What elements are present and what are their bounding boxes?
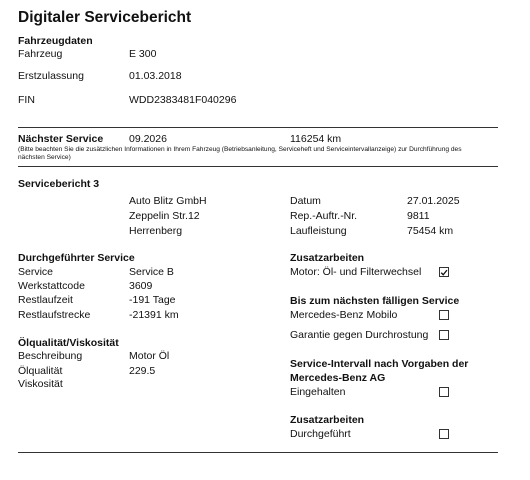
eingehalten-label: Eingehalten bbox=[290, 386, 346, 398]
intervall-heading-line2: Mercedes-Benz AG bbox=[290, 372, 386, 384]
zusatzarbeiten-2-heading: Zusatzarbeiten bbox=[290, 414, 365, 426]
dealer-street: Zeppelin Str.12 bbox=[129, 210, 200, 222]
fahrzeug-label: Fahrzeug bbox=[18, 48, 63, 60]
servicebericht-heading: Servicebericht 3 bbox=[18, 178, 100, 190]
eingehalten-checkbox[interactable] bbox=[439, 387, 449, 397]
naechster-service-date: 09.2026 bbox=[129, 133, 167, 145]
service-label: Service bbox=[18, 266, 54, 278]
laufleistung-value: 75454 km bbox=[407, 225, 454, 237]
naechster-service-note: (Bitte beachten Sie die zusätzlichen Informationen in Ihrem Fahrzeug (Betriebsanleitung, Serviceheft und Serviceintervallanzeige) zur Durchführung des nächsten Service) bbox=[18, 146, 462, 161]
fahrzeugdaten-heading: Fahrzeugdaten bbox=[18, 35, 93, 47]
checkmark-icon bbox=[440, 268, 448, 277]
naechster-service-km: 116254 km bbox=[290, 133, 342, 145]
fin-value: WDD2383481F040296 bbox=[129, 94, 237, 106]
viskositaet-label: Viskosität bbox=[18, 378, 63, 390]
beschreibung-value: Motor Öl bbox=[129, 350, 170, 362]
fin-label: FIN bbox=[18, 94, 35, 106]
dealer-name: Auto Blitz GmbH bbox=[129, 195, 207, 207]
dealer-city: Herrenberg bbox=[129, 225, 183, 237]
divider bbox=[18, 127, 498, 128]
restlaufstrecke-label: Restlaufstrecke bbox=[18, 309, 91, 321]
durchgefuehrt-checkbox[interactable] bbox=[439, 429, 449, 439]
durchrostung-label: Garantie gegen Durchrostung bbox=[290, 329, 429, 341]
mobilo-label: Mercedes-Benz Mobilo bbox=[290, 309, 398, 321]
intervall-heading-line1: Service-Intervall nach Vorgaben der bbox=[290, 358, 469, 370]
fahrzeug-value: E 300 bbox=[129, 48, 157, 60]
datum-value: 27.01.2025 bbox=[407, 195, 460, 207]
erstzulassung-label: Erstzulassung bbox=[18, 70, 84, 82]
divider bbox=[18, 166, 498, 167]
werkstattcode-value: 3609 bbox=[129, 280, 153, 292]
service-value: Service B bbox=[129, 266, 174, 278]
restlaufzeit-label: Restlaufzeit bbox=[18, 294, 73, 306]
mobilo-checkbox[interactable] bbox=[439, 310, 449, 320]
oelqualitaet-heading: Ölqualität/Viskosität bbox=[18, 337, 119, 349]
erstzulassung-value: 01.03.2018 bbox=[129, 70, 182, 82]
divider bbox=[18, 452, 498, 453]
durchgefuehrter-service-heading: Durchgeführter Service bbox=[18, 252, 135, 264]
werkstattcode-label: Werkstattcode bbox=[18, 280, 85, 292]
zusatzarbeiten-heading: Zusatzarbeiten bbox=[290, 252, 365, 264]
oelqualitaet-label: Ölqualität bbox=[18, 365, 63, 377]
durchgefuehrt-label: Durchgeführt bbox=[290, 428, 351, 440]
durchrostung-checkbox[interactable] bbox=[439, 330, 449, 340]
datum-label: Datum bbox=[290, 195, 321, 207]
restlaufzeit-value: -191 Tage bbox=[129, 294, 176, 306]
oel-filterwechsel-label: Motor: Öl- und Filterwechsel bbox=[290, 266, 422, 278]
beschreibung-label: Beschreibung bbox=[18, 350, 83, 362]
restlaufstrecke-value: -21391 km bbox=[129, 309, 179, 321]
page-title: Digitaler Servicebericht bbox=[18, 9, 192, 26]
bis-naechster-service-heading: Bis zum nächsten fälligen Service bbox=[290, 295, 460, 307]
oel-filterwechsel-checkbox[interactable] bbox=[439, 267, 449, 277]
auftragsnummer-value: 9811 bbox=[407, 210, 430, 222]
oelqualitaet-value: 229.5 bbox=[129, 365, 156, 377]
naechster-service-label: Nächster Service bbox=[18, 133, 104, 145]
auftragsnummer-label: Rep.-Auftr.-Nr. bbox=[290, 210, 358, 222]
laufleistung-label: Laufleistung bbox=[290, 225, 347, 237]
